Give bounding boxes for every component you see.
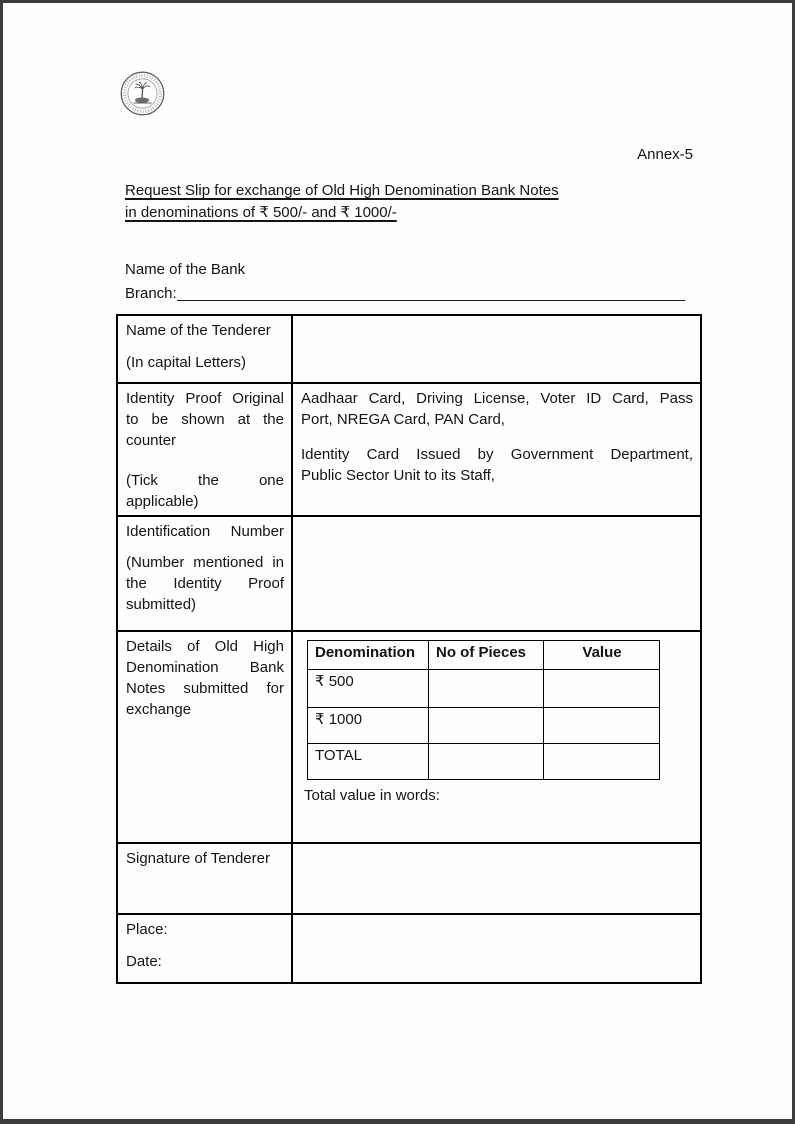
identity-proof-options-line: Identity Card Issued by Government Department, [301, 446, 693, 463]
identity-proof-label-line: counter [126, 432, 177, 449]
tenderer-label-line2: (In capital Letters) [126, 354, 247, 371]
row-identity-proof [117, 383, 701, 516]
identity-proof-label-line: applicable) [126, 493, 199, 510]
note-details-label-cell [117, 631, 292, 843]
identification-number-label-line: (Number mentioned in [126, 554, 284, 571]
denomination-header-row [308, 641, 660, 670]
branch-label: Branch: [125, 285, 177, 302]
tenderer-name-value-cell [292, 315, 701, 383]
denomination-row-total [308, 744, 660, 780]
denomination-total-label: TOTAL [308, 744, 429, 780]
row-tenderer-name [117, 315, 701, 383]
identity-proof-label-line: to be shown at the [126, 411, 284, 428]
value-column-header: Value [544, 641, 660, 670]
denomination-500-value-cell [544, 670, 660, 708]
note-details-value-cell [292, 631, 701, 843]
note-details-label-line: Details of Old High [126, 638, 284, 655]
identity-proof-options-line: Port, NREGA Card, PAN Card, [301, 411, 505, 428]
total-value-in-words-label: Total value in words: [304, 787, 440, 804]
identity-proof-label-line: (Tick the one [126, 472, 284, 489]
pieces-column-header: No of Pieces [429, 641, 544, 670]
identification-number-label-line: Identification Number [126, 523, 284, 540]
bank-branch-block [125, 258, 700, 306]
bank-name-label: Name of the Bank [125, 261, 246, 278]
note-details-label-line: exchange [126, 701, 192, 718]
note-details-label-line: Notes submitted for [126, 680, 284, 697]
denomination-500-label: ₹ 500 [308, 670, 429, 708]
rbi-seal-icon [119, 70, 166, 117]
identity-proof-label-cell [117, 383, 292, 516]
denomination-1000-label: ₹ 1000 [308, 708, 429, 744]
denomination-row-500 [308, 670, 660, 708]
denomination-table [307, 640, 660, 780]
row-place-date [117, 914, 701, 983]
identity-proof-label-line: Identity Proof Original [126, 390, 284, 407]
denomination-500-pieces-cell [429, 670, 544, 708]
place-date-value-cell [292, 914, 701, 983]
denomination-total-value-cell [544, 744, 660, 780]
denomination-total-pieces-cell [429, 744, 544, 780]
branch-line [125, 282, 700, 306]
identity-proof-options-line: Aadhaar Card, Driving License, Voter ID Card, Pass [301, 390, 693, 407]
row-note-details [117, 631, 701, 843]
date-label: Date: [126, 953, 162, 970]
denomination-1000-value-cell [544, 708, 660, 744]
signature-label-cell [117, 843, 292, 914]
branch-fill-line [177, 297, 685, 301]
denomination-1000-pieces-cell [429, 708, 544, 744]
document-title [125, 180, 645, 224]
place-date-label-cell [117, 914, 292, 983]
identification-number-label-cell [117, 516, 292, 631]
request-slip-table [116, 314, 702, 984]
note-details-label-line: Denomination Bank [126, 659, 284, 676]
tenderer-label-line1: Name of the Tenderer [126, 322, 271, 339]
signature-label: Signature of Tenderer [126, 850, 270, 867]
row-signature [117, 843, 701, 914]
identification-number-label-line: submitted) [126, 596, 197, 613]
denomination-row-1000 [308, 708, 660, 744]
identity-proof-value-cell [292, 383, 701, 516]
tenderer-name-label-cell [117, 315, 292, 383]
annex-label: Annex-5 [637, 146, 693, 163]
document-title-line1: Request Slip for exchange of Old High Denomination Bank Notes [125, 182, 559, 199]
row-identification-number [117, 516, 701, 631]
place-label: Place: [126, 921, 168, 938]
identification-number-value-cell [292, 516, 701, 631]
document-title-line2: in denominations of ₹ 500/- and ₹ 1000/- [125, 204, 397, 221]
denomination-column-header: Denomination [308, 641, 429, 670]
identity-proof-options-line: Public Sector Unit to its Staff, [301, 467, 495, 484]
signature-value-cell [292, 843, 701, 914]
identification-number-label-line: the Identity Proof [126, 575, 284, 592]
